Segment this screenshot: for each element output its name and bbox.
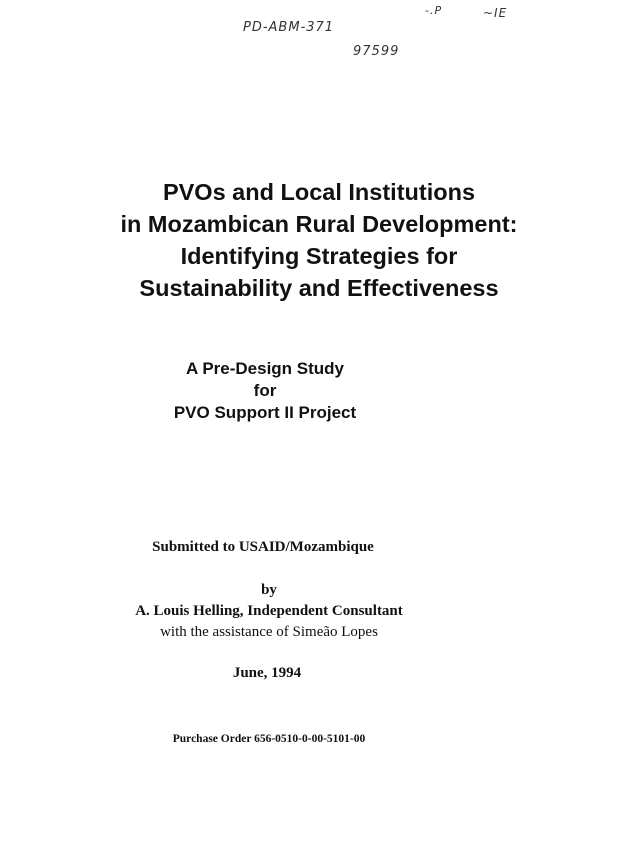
handwritten-doc-number: 97599	[353, 44, 400, 59]
subtitle-line: for	[253, 381, 277, 400]
subtitle-line: PVO Support II Project	[173, 403, 357, 422]
author: A. Louis Helling, Independent Consultant	[135, 603, 403, 619]
title-line: in Mozambican Rural Development:	[120, 211, 518, 237]
document-subtitle	[0, 358, 530, 424]
publication-date: June, 1994	[232, 665, 302, 681]
handwritten-corner-mark-2: ~IE	[483, 6, 508, 20]
submitted-to: Submitted to USAID/Mozambique	[152, 539, 374, 555]
purchase-order: Purchase Order 656-0510-0-00-5101-00	[172, 733, 366, 745]
assistance-credit: with the assistance of Simeão Lopes	[160, 624, 378, 640]
title-line: Sustainability and Effectiveness	[139, 275, 499, 301]
title-line: Identifying Strategies for	[180, 243, 458, 269]
subtitle-line: A Pre-Design Study	[185, 359, 345, 378]
handwritten-doc-id: PD-ABM-371	[243, 20, 335, 35]
document-title	[0, 176, 638, 304]
by-line: by	[261, 582, 277, 598]
title-line: PVOs and Local Institutions	[162, 179, 476, 205]
handwritten-corner-mark: -.P	[425, 4, 443, 17]
